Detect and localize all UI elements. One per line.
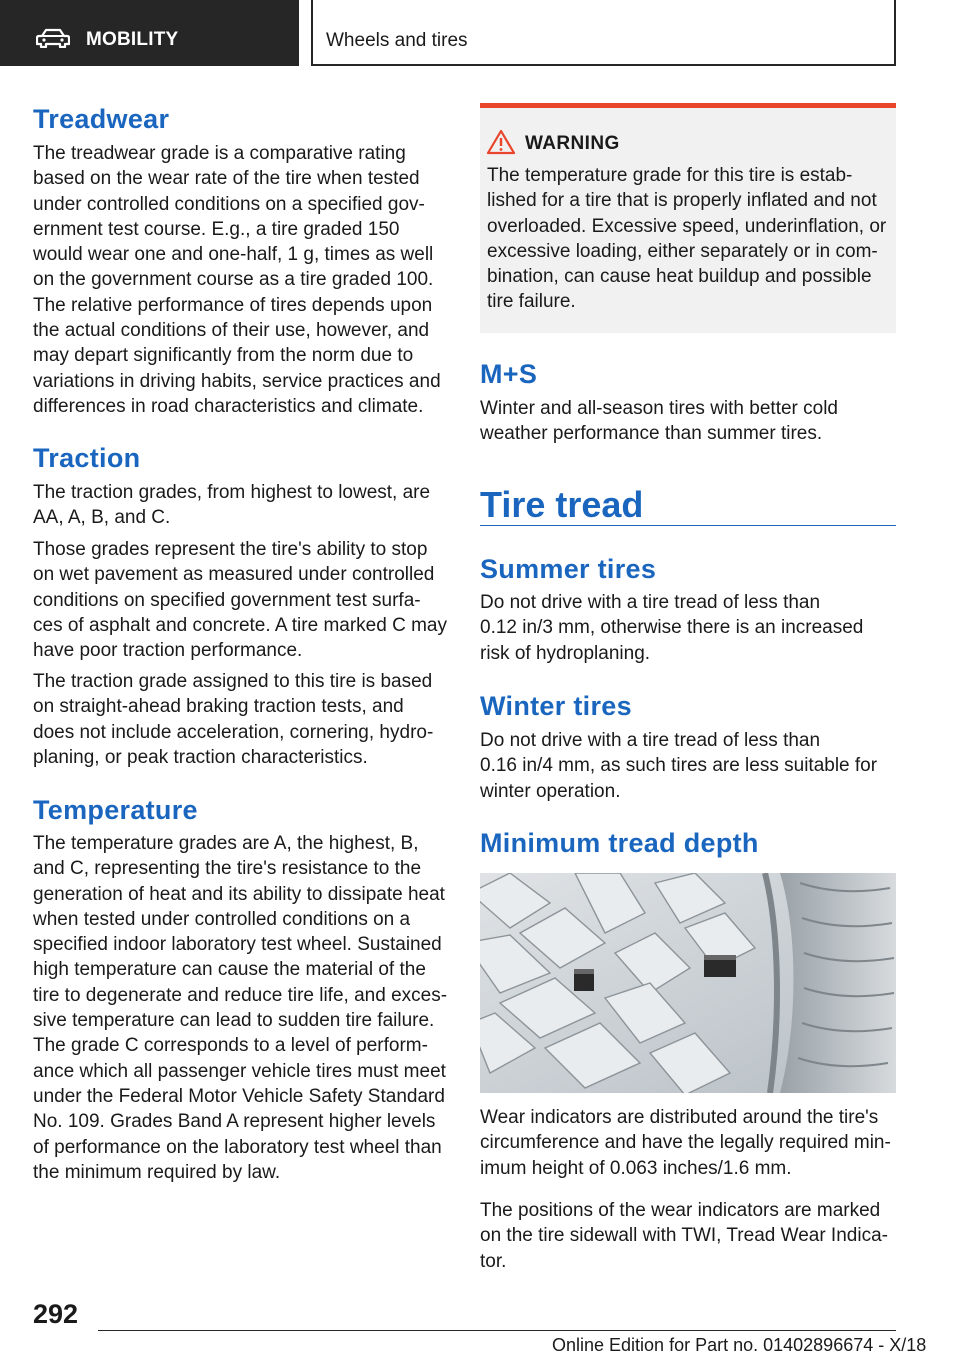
text-line: The treadwear grade is a comparative rating — [33, 143, 406, 164]
text-line: 0.12 in/3 mm, otherwise there is an increased — [480, 617, 864, 639]
text-line: bination, can cause heat buildup and possible — [487, 266, 872, 288]
text-line: lished for a tire that is properly inflated and not — [487, 190, 877, 212]
paragraph-treadwear — [33, 141, 441, 419]
section-title: Wheels and tires — [326, 30, 468, 51]
text-line: tire to degenerate and reduce tire life, and exces- — [33, 984, 448, 1006]
text-line: risk of hydroplaning. — [480, 642, 651, 664]
text-line: Wear indicators are distributed around the tire's — [480, 1107, 879, 1128]
warning-text — [487, 163, 886, 315]
text-line: The temperature grade for this tire is estab- — [487, 165, 853, 186]
paragraph-traction-2 — [33, 537, 447, 663]
text-line: excessive loading, either separately or in com- — [487, 240, 878, 262]
text-line: specified indoor laboratory test wheel. Sustained — [33, 934, 442, 956]
text-line: may depart significantly from the norm due to — [33, 345, 414, 367]
text-line: based on the wear rate of the tire when tested — [33, 168, 420, 190]
text-line: imum height of 0.063 inches/1.6 mm. — [480, 1157, 792, 1179]
tire-tread-illustration — [480, 873, 896, 1093]
text-line: ance which all passenger vehicle tires must meet — [33, 1060, 446, 1082]
text-line: The relative performance of tires depends upon — [33, 294, 433, 316]
heading-summer-tires: Summer tires — [480, 554, 657, 584]
car-icon — [36, 28, 70, 48]
text-line: 0.16 in/4 mm, as such tires are less suitable for — [480, 755, 878, 777]
text-line: Winter and all-season tires with better cold — [480, 398, 838, 419]
text-line: on the government course as a tire graded 100. — [33, 269, 434, 291]
heading-temperature: Temperature — [33, 795, 198, 825]
paragraph-ms — [480, 396, 838, 447]
text-line: circumference and have the legally required min- — [480, 1132, 891, 1154]
text-line: on wet pavement as measured under controlled — [33, 564, 435, 586]
text-line: under controlled conditions on a specified gov- — [33, 193, 425, 215]
text-line: tire failure. — [487, 291, 576, 313]
text-line: The traction grades, from highest to lowest, are — [33, 482, 431, 503]
heading-treadwear: Treadwear — [33, 104, 170, 134]
text-line: does not include acceleration, cornering, hydro- — [33, 721, 434, 743]
text-line: Those grades represent the tire's ability to stop — [33, 539, 428, 560]
text-line: on straight-ahead braking traction tests, and — [33, 696, 404, 718]
paragraph-wear-indicators — [480, 1105, 891, 1181]
text-line: Do not drive with a tire tread of less than — [480, 592, 821, 613]
text-line: The temperature grades are A, the highest, B, — [33, 833, 419, 854]
paragraph-traction-1 — [33, 480, 430, 531]
text-line: The traction grade assigned to this tire is based — [33, 671, 433, 692]
footer-rule — [98, 1330, 896, 1331]
text-line: ernment test course. E.g., a tire graded 150 — [33, 218, 400, 240]
paragraph-traction-3 — [33, 669, 433, 770]
text-line: AA, A, B, and C. — [33, 507, 171, 529]
warning-title: WARNING — [525, 133, 620, 154]
text-line: the minimum required by law. — [33, 1161, 281, 1183]
footer-edition: Online Edition for Part no. 01402896674 - X/18 — [552, 1335, 927, 1355]
text-line: Do not drive with a tire tread of less than — [480, 730, 821, 751]
paragraph-winter-tires — [480, 728, 877, 804]
text-line: No. 109. Grades Band A represent higher levels — [33, 1111, 436, 1133]
text-line: ces of asphalt and concrete. A tire marked C may — [33, 614, 447, 636]
text-line: have poor traction performance. — [33, 640, 303, 662]
text-line: tor. — [480, 1250, 507, 1272]
text-line: and C, representing the tire's resistance to the — [33, 858, 422, 880]
text-line: under the Federal Motor Vehicle Safety Standard — [33, 1085, 445, 1107]
heading-winter-tires: Winter tires — [480, 691, 632, 721]
text-line: sive temperature can lead to sudden tire failure. — [33, 1010, 435, 1032]
text-line: conditions on specified government test surfa- — [33, 589, 421, 611]
text-line: variations in driving habits, service practices and — [33, 370, 441, 392]
heading-min-tread-depth: Minimum tread depth — [480, 828, 759, 858]
text-line: the actual conditions of their use, however, and — [33, 320, 430, 342]
paragraph-twi — [480, 1198, 888, 1274]
text-line: would wear one and one-half, 1 g, times as well — [33, 244, 434, 266]
text-line: of performance on the laboratory test wheel than — [33, 1136, 442, 1158]
text-line: weather performance than summer tires. — [480, 423, 823, 445]
paragraph-temperature — [33, 831, 447, 1185]
page-number: 292 — [33, 1299, 79, 1329]
paragraph-summer-tires — [480, 590, 863, 666]
heading-traction: Traction — [33, 443, 141, 473]
header-tab — [0, 0, 299, 66]
text-line: generation of heat and its ability to dissipate heat — [33, 883, 445, 905]
heading-rule — [480, 525, 896, 526]
heading-tire-tread: Tire tread — [480, 484, 644, 525]
text-line: high temperature can cause the material of the — [33, 959, 426, 981]
text-line: when tested under controlled conditions on a — [33, 908, 411, 930]
text-line: winter operation. — [480, 780, 621, 802]
heading-ms: M+S — [480, 359, 538, 389]
text-line: The positions of the wear indicators are marked — [480, 1200, 881, 1221]
text-line: planing, or peak traction characteristics. — [33, 746, 368, 768]
text-line: overloaded. Excessive speed, underinflation, or — [487, 215, 887, 237]
text-line: The grade C corresponds to a level of perform- — [33, 1035, 428, 1057]
chapter-label: MOBILITY — [86, 29, 179, 50]
text-line: differences in road characteristics and climate. — [33, 395, 424, 417]
text-line: on the tire sidewall with TWI, Tread Wear Indica- — [480, 1225, 888, 1247]
warning-triangle-icon — [486, 129, 516, 155]
